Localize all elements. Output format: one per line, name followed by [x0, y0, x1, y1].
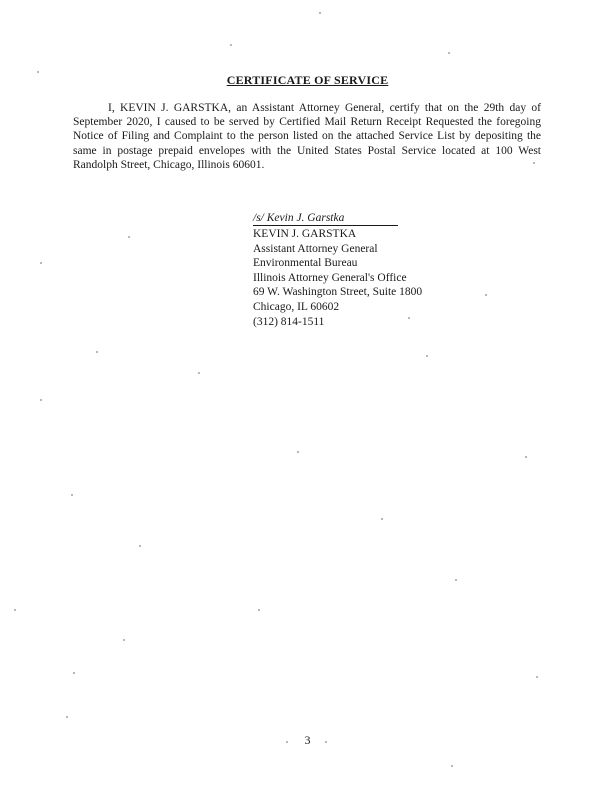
electronic-signature: /s/ Kevin J. Garstka — [253, 212, 398, 226]
scan-speck — [123, 639, 125, 641]
scan-speck — [525, 456, 527, 458]
scan-speck — [451, 765, 453, 767]
signer-bureau: Environmental Bureau — [253, 257, 358, 270]
scan-speck — [258, 609, 260, 611]
scan-speck — [71, 494, 73, 496]
scan-speck — [448, 52, 450, 54]
scan-speck — [297, 451, 299, 453]
scan-speck — [485, 294, 487, 296]
scan-speck — [408, 317, 410, 319]
scan-speck — [319, 12, 321, 14]
scan-speck — [536, 676, 538, 678]
address-line-1: 69 W. Washington Street, Suite 1800 — [253, 286, 423, 299]
signer-name: KEVIN J. GARSTKA — [253, 228, 357, 240]
page-number: 3 — [304, 733, 311, 747]
phone-number: (312) 814-1511 — [253, 315, 325, 328]
scan-speck — [128, 236, 130, 238]
scan-speck — [230, 44, 232, 46]
scan-speck — [37, 71, 39, 73]
scan-speck — [66, 716, 68, 718]
scan-speck — [14, 609, 16, 611]
scan-speck — [325, 741, 327, 743]
scan-speck — [381, 518, 383, 520]
scan-speck — [73, 672, 75, 674]
scan-speck — [533, 162, 535, 164]
signer-office: Illinois Attorney General's Office — [253, 271, 407, 284]
scan-speck — [96, 351, 98, 353]
address-line-2: Chicago, IL 60602 — [253, 300, 340, 313]
signature-block — [253, 211, 422, 329]
scan-speck — [455, 579, 457, 581]
scan-speck — [139, 545, 141, 547]
document-title: CERTIFICATE OF SERVICE — [226, 73, 389, 87]
scan-speck — [286, 741, 288, 743]
scan-speck — [198, 372, 200, 374]
signature-line-row — [253, 211, 422, 227]
scan-speck — [40, 399, 42, 401]
scan-speck — [40, 262, 42, 264]
scan-speck — [426, 355, 428, 357]
signer-title: Assistant Attorney General — [253, 242, 378, 255]
certification-paragraph: I, KEVIN J. GARSTKA, an Assistant Attorney General, certify that on the 29th day of September 2020, I caused to be served by Certified Mail Return Receipt Requested the foregoing Notice of Filing and Complaint to the person listed on the attached Service List by depositing the same in postage prepaid envelopes with the United States Postal Service located at 100 West Randolph Street, Chicago, Illinois 60601. — [73, 102, 541, 171]
